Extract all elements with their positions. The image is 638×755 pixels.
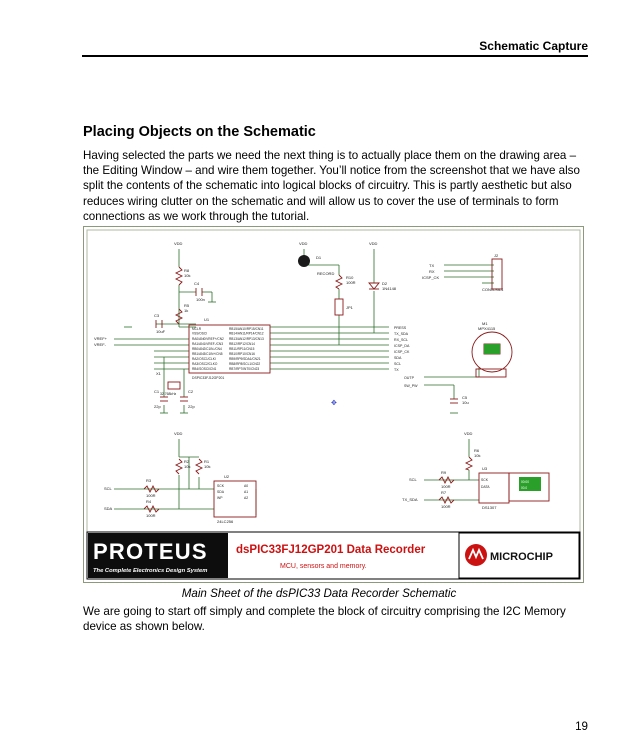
mcu-pin-label: MCLR <box>192 327 202 331</box>
connector-label: TX <box>429 263 435 268</box>
vdd-label: VDD <box>464 431 473 436</box>
mcu-pin-label: RB1/AN3/C1IN+/CN5 <box>192 352 223 356</box>
page-number: 19 <box>575 720 588 733</box>
mcu-pin-label: RB14/AN11/RP14/CN12 <box>229 331 264 336</box>
net-label: SCL <box>394 362 401 366</box>
net-label: ICSP_CK <box>394 350 410 354</box>
mcu-pin-label: RB12/RP12/CN14 <box>229 342 255 346</box>
net-label: TX_SDA <box>394 332 408 336</box>
net-label: SCL <box>104 486 112 491</box>
lcd-value: 00.0 <box>521 486 528 490</box>
u2-ref: U2 <box>224 474 230 479</box>
mcu-pin-label: RB13/AN12/RP13/CN13 <box>229 337 264 341</box>
r1-value: 10k <box>204 464 211 469</box>
rtc-pin: SCK <box>481 478 488 482</box>
r4-value: 100R <box>146 513 156 518</box>
net-label: OUTP <box>404 376 414 380</box>
mcu-pin-label: RB9/RP9/SDA1/CN21 <box>229 357 261 361</box>
schematic-subtitle: MCU, sensors and memory. <box>280 563 367 570</box>
eeprom-pin: A1 <box>244 490 249 494</box>
mcu-pin-label: RB0/AN2/C1IN-/CN4 <box>192 347 222 351</box>
r2-ref: R2 <box>184 459 190 464</box>
c3-value: 10uF <box>156 329 166 334</box>
r6-value: 10k <box>474 453 481 458</box>
proteus-tagline: The Complete Electronics Design System <box>93 568 208 574</box>
r4-ref: R4 <box>146 499 152 504</box>
figure-caption: Main Sheet of the dsPIC33 Data Recorder Schematic <box>181 587 457 600</box>
r8-value: 10k <box>184 273 191 278</box>
net-label: VREF- <box>94 342 106 347</box>
mcu-pin-label: RA0/AN0/VREF+/CN2 <box>192 337 224 341</box>
r10-ref: R10 <box>346 275 354 280</box>
microchip-logo-icon <box>465 544 487 566</box>
mcu-pin-label: RA2/OSC1/CLKI <box>192 357 216 361</box>
c5-value: 10u <box>462 400 469 405</box>
rtc-pin: DATA <box>481 485 490 489</box>
c2-ref: C2 <box>188 389 194 394</box>
c3-ref: C3 <box>154 313 160 318</box>
mcu-part: DSPIC33FJ12GP201 <box>192 376 225 380</box>
r2-value: 10k <box>184 464 191 469</box>
jp1-ref: JP1 <box>346 305 353 310</box>
section-heading: Placing Objects on the Schematic <box>83 124 316 140</box>
m1-ref: M1 <box>482 321 488 326</box>
mcu-pin-label: RA3/OSC2/CLKO <box>192 362 218 366</box>
eeprom-pin: A0 <box>244 484 249 488</box>
c2-value: 22p <box>188 404 195 409</box>
vdd-label: VDD <box>369 241 378 246</box>
net-label: TX <box>394 368 399 372</box>
c1-value: 22p <box>154 404 161 409</box>
move-cursor-icon: ✥ <box>331 400 337 407</box>
d2-ref: D2 <box>382 281 388 286</box>
r1-ref: R1 <box>204 459 210 464</box>
r7-ref: R7 <box>441 490 447 495</box>
title-block <box>87 532 580 579</box>
mcu-pin-label: RB11/RP11/CN15 <box>229 347 255 351</box>
mcu-pin-label: RB7/RP7/INT0/CN23 <box>229 367 260 371</box>
net-label: TX_SDA <box>402 497 418 502</box>
connector-label: ICSP_CK <box>422 275 440 280</box>
net-label: ICSP_DA <box>394 344 410 348</box>
lcd-time: 00:00 <box>521 480 529 484</box>
net-label: RX_SCL <box>394 338 408 342</box>
running-header: Schematic Capture <box>479 39 588 53</box>
header-rule <box>82 55 588 57</box>
d1-ref: D1 <box>316 255 322 260</box>
mcu-pin-label: RB8/RP8/SCL1/CN22 <box>229 362 261 366</box>
j2-part: CONN-SIL4 <box>482 287 504 292</box>
mcu-pin-label: VSS/OSCI <box>192 331 208 336</box>
vdd-label: VDD <box>174 241 183 246</box>
schematic-figure <box>83 226 584 583</box>
x1-freq: 32.768kHz <box>160 392 177 396</box>
proteus-logo: PROTEUS <box>93 539 208 564</box>
r9-ref: R9 <box>441 470 447 475</box>
eeprom-pin: SDA <box>217 490 224 494</box>
led-d1 <box>298 255 310 267</box>
eeprom-pin: WP <box>217 496 223 500</box>
follow-up-paragraph: We are going to start off simply and complete the block of circuitry comprising the I2C Memory device as shown below. <box>83 605 566 634</box>
d2-part: 1N4148 <box>382 286 397 291</box>
sensor-display <box>484 344 500 354</box>
r9-value: 100R <box>441 484 451 489</box>
r10-value: 100R <box>346 280 356 285</box>
mcu-pin-label: RB10/RP10/CN16 <box>229 352 255 356</box>
mcu-pin-label: RB15/AN10/RP15/CN11 <box>229 327 264 331</box>
r7-value: 100R <box>441 504 451 509</box>
microchip-brand: MICROCHIP <box>490 551 553 563</box>
net-label: SCL <box>409 477 417 482</box>
net-label: SDA <box>394 356 402 360</box>
r6-ref: R6 <box>474 448 480 453</box>
net-label: VREF+ <box>94 336 108 341</box>
mcu-ref: U1 <box>204 317 210 322</box>
schematic-title: dsPIC33FJ12GP201 Data Recorder <box>236 544 426 556</box>
intro-paragraph: Having selected the parts we need the next thing is to actually place them on the drawing area – the Editing Window – and wire them together. You’ll notice from the screenshot that we have also split the contents of the schematic into logical blocks of circuitry. This is partly aesthetic but also reduces wiring clutter on the schematic and will allow us to cover the use of terminals to form connections as we work through the tutorial. <box>83 149 580 223</box>
r3-value: 100R <box>146 493 156 498</box>
eeprom-pin: SCK <box>217 484 224 488</box>
net-label: SDA <box>104 506 113 511</box>
connector-label: RX <box>429 269 435 274</box>
c5-ref: C5 <box>462 395 468 400</box>
u2-part: 24LC256 <box>217 519 234 524</box>
eeprom-pin: A2 <box>244 496 249 500</box>
vdd-label: VDD <box>174 431 183 436</box>
mcu-pin-label: RA1/AN1/VREF-/CN3 <box>192 342 223 346</box>
m1-part: MPX4115 <box>478 326 496 331</box>
r5-ref: R5 <box>184 303 190 308</box>
u3-part: DS1307 <box>482 505 497 510</box>
d1-label: RECORD <box>317 271 335 276</box>
r5-value: 1k <box>184 308 189 313</box>
x1-ref: X1 <box>156 371 161 376</box>
j2-ref: J2 <box>494 253 499 258</box>
r3-ref: R3 <box>146 478 152 483</box>
c4-value: 100n <box>196 297 205 302</box>
net-label: SW_PW <box>404 384 418 388</box>
net-label: PRESS <box>394 326 407 330</box>
c4-ref: C4 <box>194 281 200 286</box>
u3-ref: U3 <box>482 466 488 471</box>
r8-ref: R8 <box>184 268 190 273</box>
mcu-pin-label: RB4/SOSCI/CN1 <box>192 367 217 371</box>
c1-ref: C1 <box>154 389 160 394</box>
vdd-label: VDD <box>299 241 308 246</box>
